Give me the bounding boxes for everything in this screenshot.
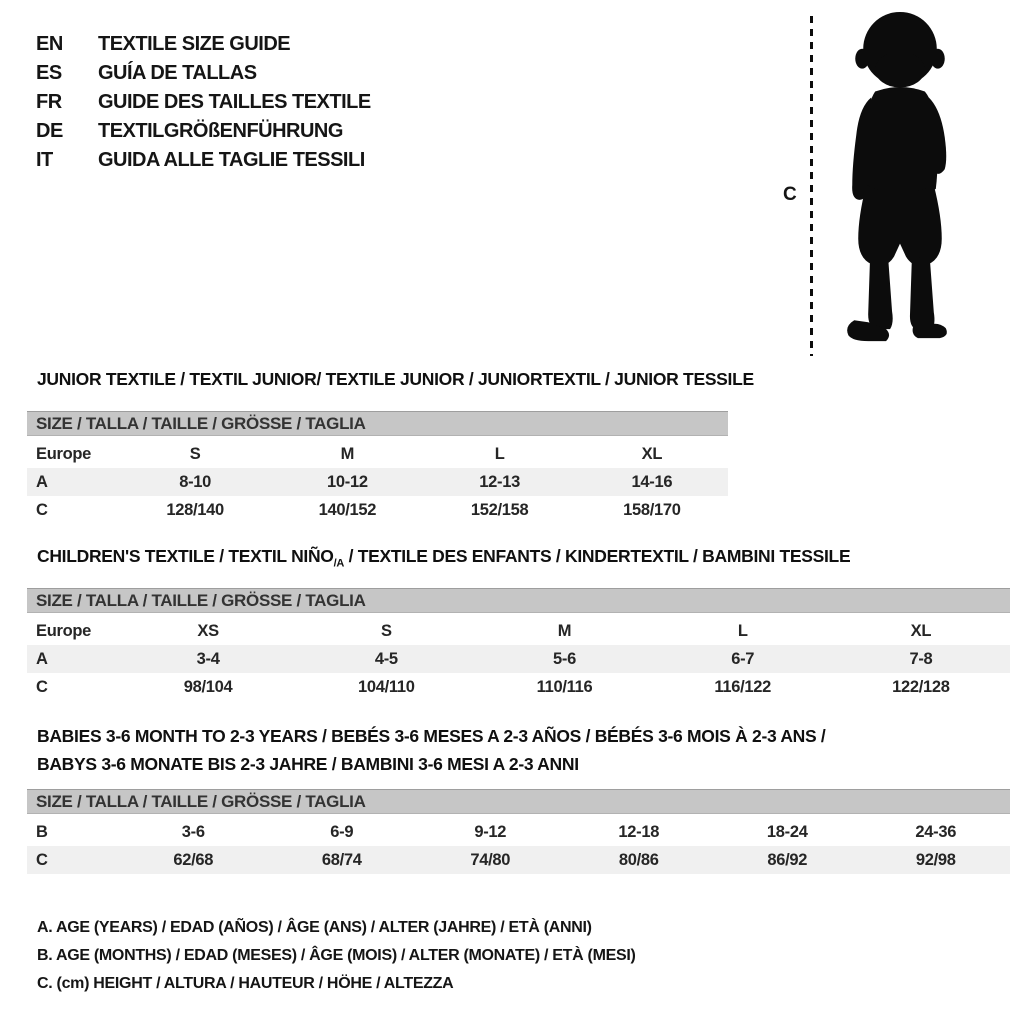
age-cell: 3-4 [196, 649, 220, 668]
age-cell: 8-10 [179, 472, 212, 491]
row-label: C [36, 500, 48, 519]
age-cell: 18-24 [766, 822, 808, 841]
junior-size-table [27, 411, 728, 524]
age-cell: 5-6 [553, 649, 576, 668]
guide-title-fr: GUIDE DES TAILLES TEXTILE [98, 91, 371, 113]
junior-section-title: JUNIOR TEXTILE / TEXTIL JUNIOR/ TEXTILE JUNIOR / JUNIORTEXTIL / JUNIOR TESSILE [37, 369, 754, 389]
row-label: Europe [36, 621, 92, 640]
size-cell: XL [641, 444, 663, 463]
age-cell: 10-12 [327, 472, 368, 491]
age-cell: 12-18 [618, 822, 660, 841]
table-row-europe [27, 617, 1010, 645]
language-title-list [36, 30, 371, 175]
footnote-age-years: A. AGE (YEARS) / EDAD (AÑOS) / ÂGE (ANS) / ALTER (JAHRE) / ETÀ (ANNI) [37, 919, 592, 936]
row-label: A [36, 649, 48, 668]
height-cell: 98/104 [183, 677, 233, 696]
language-row-de [36, 117, 371, 146]
height-cell: 158/170 [623, 500, 681, 519]
height-measure-label: C [783, 184, 797, 205]
size-header-band: SIZE / TALLA / TAILLE / GRÖSSE / TAGLIA [27, 411, 728, 436]
language-code: FR [36, 91, 62, 113]
row-label: C [36, 677, 48, 696]
table-row-europe [27, 440, 728, 468]
language-code: IT [36, 149, 53, 171]
age-cell: 4-5 [374, 649, 398, 668]
height-cell: 104/110 [357, 677, 415, 696]
language-code: DE [36, 120, 63, 142]
children-title-rest: / TEXTILE DES ENFANTS / KINDERTEXTIL / BAMBINI TESSILE [344, 546, 851, 566]
age-cell: 3-6 [181, 822, 205, 841]
size-cell: XL [910, 621, 932, 640]
babies-title-line2: BABYS 3-6 MONATE BIS 2-3 JAHRE / BAMBINI 3-6 MESI A 2-3 ANNI [37, 754, 579, 774]
height-cell: 128/140 [166, 500, 224, 519]
table-row-age [27, 645, 1010, 673]
guide-title-de: TEXTILGRÖßENFÜHRUNG [98, 120, 343, 142]
size-cell: XS [197, 621, 219, 640]
table-row-height [27, 496, 728, 524]
size-cell: M [340, 444, 355, 463]
height-cell: 152/158 [470, 500, 529, 519]
height-cell: 62/68 [173, 850, 214, 869]
size-cell: S [380, 621, 392, 640]
age-cell: 9-12 [474, 822, 507, 841]
guide-title-es: GUÍA DE TALLAS [98, 62, 257, 84]
table-row-age [27, 468, 728, 496]
children-title-main: CHILDREN'S TEXTILE / TEXTIL NIÑO [37, 546, 334, 566]
language-code: EN [36, 33, 63, 55]
row-label: A [36, 472, 48, 491]
height-cell: 92/98 [915, 850, 956, 869]
toddler-silhouette-icon [826, 8, 972, 358]
language-row-it [36, 146, 371, 175]
footnote-age-months: B. AGE (MONTHS) / EDAD (MESES) / ÂGE (MOIS) / ALTER (MONATE) / ETÀ (MESI) [37, 947, 636, 964]
row-label: B [36, 822, 48, 841]
size-cell: L [494, 444, 505, 463]
legend-footnotes [37, 914, 636, 998]
table-row-height [27, 673, 1010, 701]
language-row-fr [36, 88, 371, 117]
language-row-en [36, 30, 371, 59]
guide-title-en: TEXTILE SIZE GUIDE [98, 33, 291, 55]
height-cell: 122/128 [892, 677, 950, 696]
height-cell: 74/80 [470, 850, 511, 869]
height-cell: 86/92 [767, 850, 808, 869]
row-label: C [36, 850, 48, 869]
language-code: ES [36, 62, 62, 84]
age-cell: 6-9 [330, 822, 354, 841]
height-cell: 80/86 [618, 850, 659, 869]
size-header-band: SIZE / TALLA / TAILLE / GRÖSSE / TAGLIA [27, 789, 1010, 814]
children-title-subscript: /A [333, 557, 345, 570]
size-cell: M [557, 621, 572, 640]
height-cell: 116/122 [714, 677, 772, 696]
age-cell: 24-36 [915, 822, 957, 841]
table-row-height [27, 846, 1010, 874]
age-cell: 6-7 [731, 649, 755, 668]
height-cell: 68/74 [321, 850, 362, 869]
size-header-band: SIZE / TALLA / TAILLE / GRÖSSE / TAGLIA [27, 588, 1010, 613]
babies-title-line1: BABIES 3-6 MONTH TO 2-3 YEARS / BEBÉS 3-6 MESES A 2-3 AÑOS / BÉBÉS 3-6 MOIS À 2-3 ANS / [37, 726, 826, 746]
children-size-table [27, 588, 1010, 701]
height-dotted-line [810, 16, 813, 356]
children-section-title [37, 546, 850, 570]
height-cell: 110/116 [536, 677, 593, 696]
height-cell: 140/152 [318, 500, 377, 519]
babies-size-table [27, 789, 1010, 874]
language-row-es [36, 59, 371, 88]
size-cell: S [189, 444, 201, 463]
size-cell: L [737, 621, 748, 640]
age-cell: 12-13 [479, 472, 520, 491]
age-cell: 7-8 [909, 649, 933, 668]
guide-title-it: GUIDA ALLE TAGLIE TESSILI [98, 149, 365, 171]
babies-section-title [37, 722, 826, 778]
age-cell: 14-16 [631, 472, 673, 491]
footnote-height-cm: C. (cm) HEIGHT / ALTURA / HAUTEUR / HÖHE / ALTEZZA [37, 975, 454, 992]
table-row-age-months [27, 818, 1010, 846]
row-label: Europe [36, 444, 92, 463]
